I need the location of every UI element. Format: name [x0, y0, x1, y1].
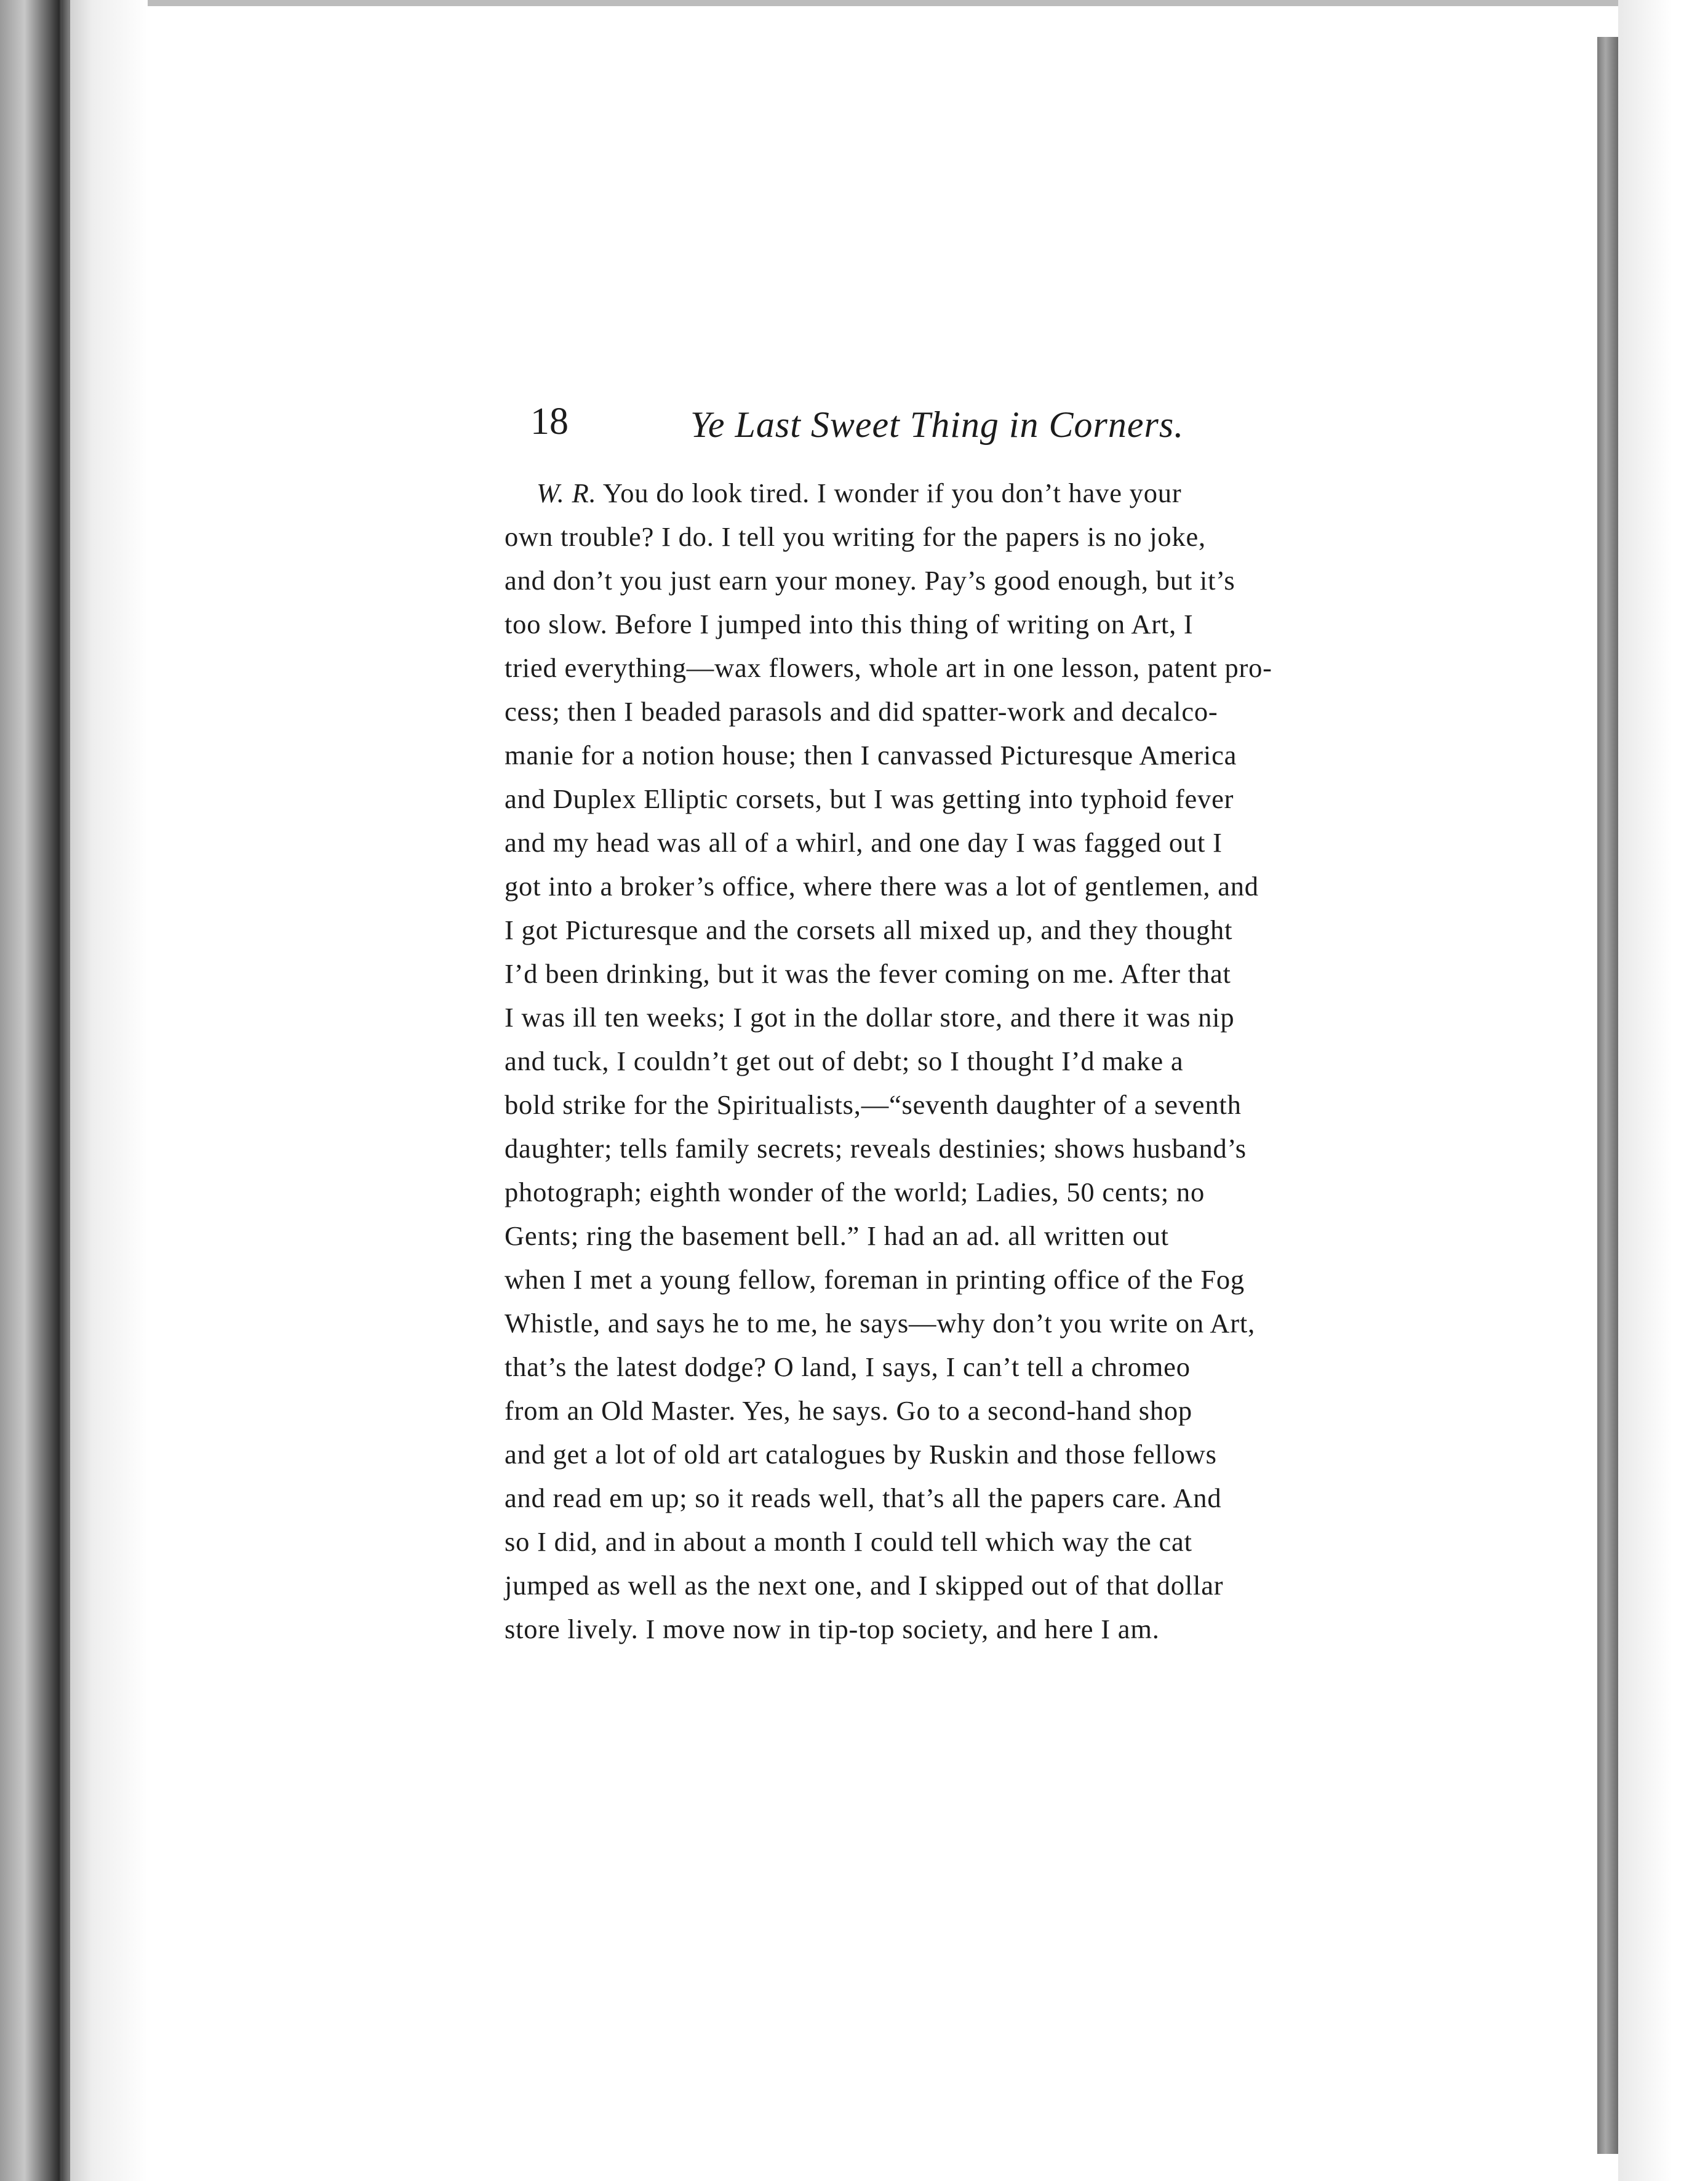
text-line-7: manie for a notion house; then I canvassed Picturesque America	[505, 740, 1237, 770]
text-line-6: cess; then I beaded parasols and did spatter-work and decalco-	[505, 696, 1218, 727]
text-line-18: Gents; ring the basement bell.” I had an ad. all written out	[505, 1220, 1169, 1251]
text-line-3: and don’t you just earn your money. Pay’s good enough, but it’s	[505, 565, 1235, 596]
text-line-25: so I did, and in about a month I could tell which way the cat	[505, 1526, 1192, 1557]
text-line-26: jumped as well as the next one, and I skipped out of that dollar	[505, 1570, 1224, 1601]
text-line-1: W. R. You do look tired. I wonder if you don’t have your	[537, 478, 1182, 508]
text-line-9: and my head was all of a whirl, and one day I was fagged out I	[505, 827, 1223, 858]
text-line-14: and tuck, I couldn’t get out of debt; so I thought I’d make a	[505, 1046, 1184, 1076]
text-line-10: got into a broker’s office, where there was a lot of gentlemen, and	[505, 871, 1259, 902]
text-line-23: and get a lot of old art catalogues by Ruskin and those fellows	[505, 1439, 1217, 1470]
text-line-8: and Duplex Elliptic corsets, but I was getting into typhoid fever	[505, 783, 1234, 814]
text-line-11: I got Picturesque and the corsets all mixed up, and they thought	[505, 914, 1233, 945]
text-line-22: from an Old Master. Yes, he says. Go to a second-hand shop	[505, 1395, 1192, 1426]
text-line-5: tried everything—wax flowers, whole art in one lesson, patent pro-	[505, 652, 1272, 683]
text-line-2: own trouble? I do. I tell you writing for the papers is no joke,	[505, 521, 1206, 552]
body-text	[505, 471, 1366, 1651]
book-spine-edge	[0, 0, 148, 2181]
right-margin-shadow	[1618, 0, 1708, 2181]
gutter-shadow	[62, 0, 70, 2181]
text-line-12: I’d been drinking, but it was the fever coming on me. After that	[505, 958, 1231, 989]
right-page-edge	[1597, 37, 1618, 2154]
text-line-13: I was ill ten weeks; I got in the dollar store, and there it was nip	[505, 1002, 1235, 1033]
page-header	[530, 394, 1232, 468]
text-line-17: photograph; eighth wonder of the world; Ladies, 50 cents; no	[505, 1177, 1205, 1207]
speaker-name: W. R.	[537, 478, 597, 508]
text-line-21: that’s the latest dodge? O land, I says, I can’t tell a chromeo	[505, 1351, 1191, 1382]
text-line-16: daughter; tells family secrets; reveals destinies; shows husband’s	[505, 1133, 1247, 1164]
text-line-27: store lively. I move now in tip-top society, and here I am.	[505, 1614, 1160, 1644]
text-line-15: bold strike for the Spiritualists,—“seventh daughter of a seventh	[505, 1089, 1242, 1120]
top-page-edge	[148, 0, 1624, 6]
running-title: Ye Last Sweet Thing in Corners.	[690, 404, 1184, 445]
page-number: 18	[530, 401, 569, 442]
text-line-19: when I met a young fellow, foreman in printing office of the Fog	[505, 1264, 1245, 1295]
text-line-20: Whistle, and says he to me, he says—why don’t you write on Art,	[505, 1308, 1256, 1339]
text-line-4: too slow. Before I jumped into this thing of writing on Art, I	[505, 609, 1194, 639]
text-line-24: and read em up; so it reads well, that’s all the papers care. And	[505, 1483, 1222, 1513]
